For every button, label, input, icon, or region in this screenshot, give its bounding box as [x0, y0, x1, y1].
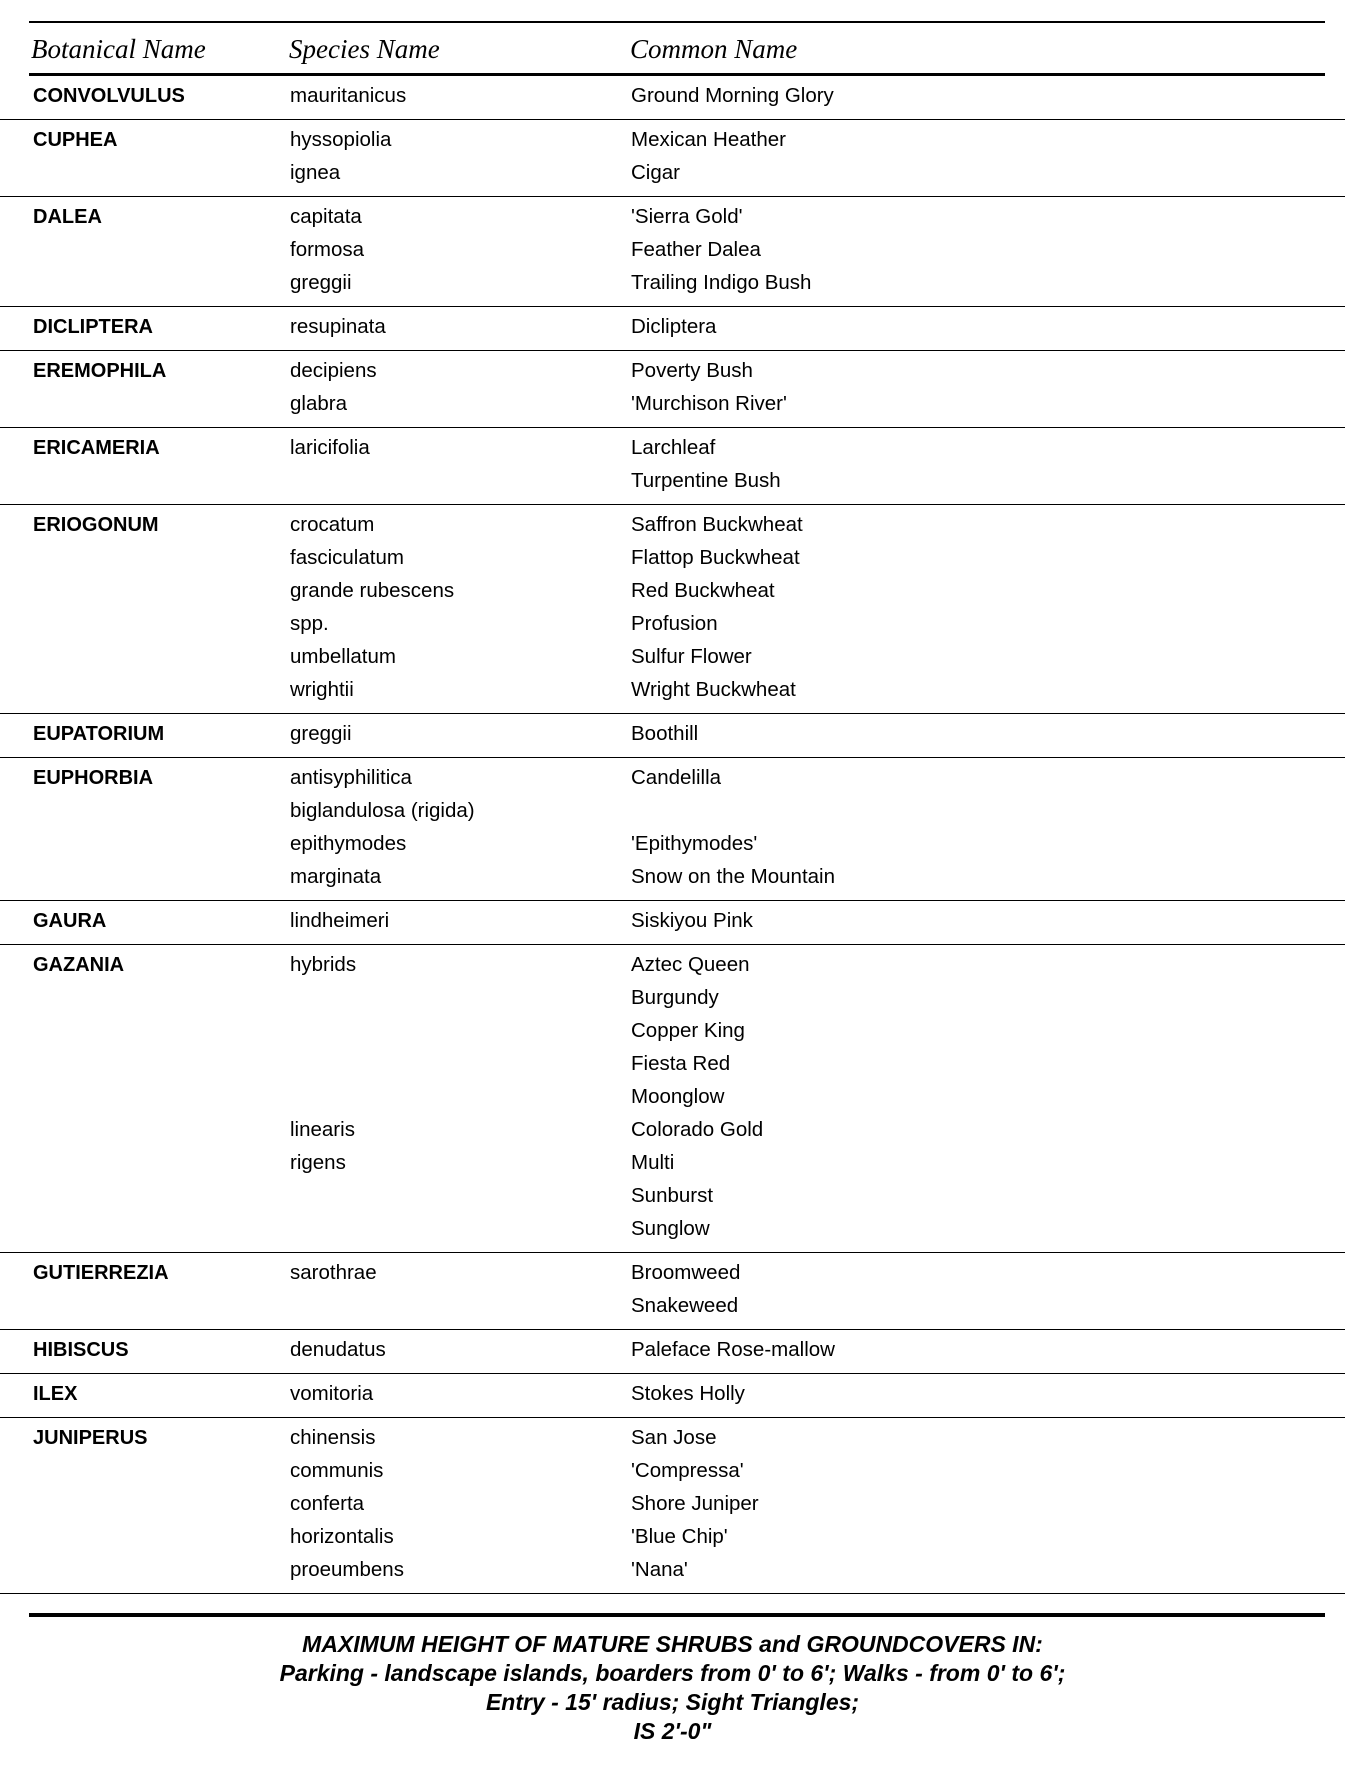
species-name: umbellatum — [290, 645, 396, 668]
species-name: proeumbens — [290, 1558, 404, 1581]
common-name: Poverty Bush — [631, 359, 753, 382]
common-name: Aztec Queen — [631, 953, 750, 976]
table-row — [0, 356, 1345, 389]
genus-group — [0, 714, 1345, 758]
common-name: Profusion — [631, 612, 718, 635]
common-name: Colorado Gold — [631, 1118, 764, 1141]
species-name: lindheimeri — [290, 909, 390, 932]
common-name: 'Murchison River' — [631, 392, 787, 415]
species-name: formosa — [290, 238, 365, 261]
species-name: rigens — [290, 1151, 346, 1174]
table-row — [0, 675, 1345, 708]
species-name: crocatum — [290, 513, 375, 536]
genus-name: ERIOGONUM — [33, 514, 159, 536]
header-species-name: Species Name — [289, 34, 440, 64]
table-row — [0, 235, 1345, 268]
table-row — [0, 1016, 1345, 1049]
table-row — [0, 312, 1345, 345]
genus-name: EUPATORIUM — [33, 723, 165, 745]
table-row — [0, 510, 1345, 543]
table-row — [0, 642, 1345, 675]
table-row — [0, 906, 1345, 939]
table-row — [0, 1489, 1345, 1522]
common-name: Multi — [631, 1151, 675, 1174]
species-name: glabra — [290, 392, 347, 415]
common-name: Sunglow — [631, 1217, 710, 1240]
genus-name: GUTIERREZIA — [33, 1262, 169, 1284]
footer-line-2: Parking - landscape islands, boarders from 0' to 6'; Walks - from 0' to 6'; — [279, 1660, 1066, 1686]
genus-group — [0, 1418, 1345, 1594]
table-row — [0, 81, 1345, 114]
genus-group — [0, 76, 1345, 120]
species-name: greggii — [290, 271, 352, 294]
species-name: communis — [290, 1459, 384, 1482]
table-row — [0, 1049, 1345, 1082]
footer-line-3: Entry - 15' radius; Sight Triangles; — [485, 1689, 860, 1715]
common-name: 'Nana' — [631, 1558, 688, 1581]
genus-name: JUNIPERUS — [33, 1427, 148, 1449]
table-row — [0, 433, 1345, 466]
genus-name: ILEX — [33, 1383, 78, 1405]
common-name: 'Blue Chip' — [631, 1525, 728, 1548]
header-common-name: Common Name — [630, 34, 798, 64]
species-name: denudatus — [290, 1338, 386, 1361]
common-name: Copper King — [631, 1019, 745, 1042]
species-name: biglandulosa (rigida) — [290, 799, 475, 822]
common-name: Burgundy — [631, 986, 719, 1009]
table-row — [0, 1555, 1345, 1588]
species-name: resupinata — [290, 315, 386, 338]
table-row — [0, 1258, 1345, 1291]
plant-table — [0, 76, 1345, 1594]
footer-line-1: MAXIMUM HEIGHT OF MATURE SHRUBS and GROUNDCOVERS IN: — [302, 1631, 1043, 1657]
common-name: 'Compressa' — [631, 1459, 744, 1482]
table-row — [0, 829, 1345, 862]
species-name: antisyphilitica — [290, 766, 412, 789]
common-name: Shore Juniper — [631, 1492, 759, 1515]
genus-name: GAURA — [33, 910, 107, 932]
genus-name: GAZANIA — [33, 954, 125, 976]
species-name: hybrids — [290, 953, 357, 976]
table-header — [0, 24, 1345, 72]
table-row — [0, 1423, 1345, 1456]
table-row — [0, 576, 1345, 609]
genus-group — [0, 197, 1345, 307]
common-name: San Jose — [631, 1426, 717, 1449]
genus-group — [0, 901, 1345, 945]
table-row — [0, 1115, 1345, 1148]
species-name: horizontalis — [290, 1525, 394, 1548]
common-name: Sulfur Flower — [631, 645, 752, 668]
table-row — [0, 1522, 1345, 1555]
common-name: Ground Morning Glory — [631, 84, 834, 107]
footer-rule — [29, 1613, 1325, 1617]
species-name: sarothrae — [290, 1261, 377, 1284]
genus-group — [0, 307, 1345, 351]
species-name: fasciculatum — [290, 546, 404, 569]
common-name: Feather Dalea — [631, 238, 761, 261]
common-name: 'Sierra Gold' — [631, 205, 743, 228]
table-row — [0, 1335, 1345, 1368]
species-name: spp. — [290, 612, 329, 635]
common-name: Paleface Rose-mallow — [631, 1338, 835, 1361]
table-row — [0, 389, 1345, 422]
common-name: Fiesta Red — [631, 1052, 731, 1075]
genus-name: DICLIPTERA — [33, 316, 153, 338]
table-row — [0, 1291, 1345, 1324]
genus-name: DALEA — [33, 206, 102, 228]
common-name: Turpentine Bush — [631, 469, 781, 492]
table-row — [0, 1181, 1345, 1214]
species-name: marginata — [290, 865, 382, 888]
genus-group — [0, 1330, 1345, 1374]
common-name: 'Epithymodes' — [631, 832, 758, 855]
species-name: mauritanicus — [290, 84, 407, 107]
genus-group — [0, 1374, 1345, 1418]
common-name: Siskiyou Pink — [631, 909, 753, 932]
species-name: vomitoria — [290, 1382, 374, 1405]
genus-name: EUPHORBIA — [33, 767, 154, 789]
common-name: Trailing Indigo Bush — [631, 271, 812, 294]
common-name: Red Buckwheat — [631, 579, 775, 602]
table-row — [0, 202, 1345, 235]
common-name: Boothill — [631, 722, 699, 745]
common-name: Cigar — [631, 161, 680, 184]
genus-group — [0, 120, 1345, 197]
table-row — [0, 609, 1345, 642]
header-botanical-name: Botanical Name — [31, 34, 206, 64]
common-name: Snow on the Mountain — [631, 865, 835, 888]
species-name: laricifolia — [290, 436, 370, 459]
top-rule — [29, 21, 1325, 23]
table-row — [0, 268, 1345, 301]
genus-name: CUPHEA — [33, 129, 118, 151]
table-row — [0, 983, 1345, 1016]
genus-group — [0, 758, 1345, 901]
table-row — [0, 125, 1345, 158]
genus-name: HIBISCUS — [33, 1339, 129, 1361]
genus-name: EREMOPHILA — [33, 360, 167, 382]
table-row — [0, 862, 1345, 895]
common-name: Flattop Buckwheat — [631, 546, 800, 569]
table-row — [0, 1148, 1345, 1181]
genus-group — [0, 505, 1345, 714]
species-name: hyssopiolia — [290, 128, 392, 151]
common-name: Sunburst — [631, 1184, 714, 1207]
species-name: decipiens — [290, 359, 377, 382]
species-name: grande rubescens — [290, 579, 455, 602]
species-name: epithymodes — [290, 832, 407, 855]
species-name: linearis — [290, 1118, 355, 1141]
species-name: capitata — [290, 205, 362, 228]
table-row — [0, 950, 1345, 983]
genus-group — [0, 945, 1345, 1253]
genus-name: ERICAMERIA — [33, 437, 160, 459]
common-name: Mexican Heather — [631, 128, 786, 151]
table-row — [0, 158, 1345, 191]
species-name: ignea — [290, 161, 341, 184]
table-row — [0, 719, 1345, 752]
species-name: wrightii — [290, 678, 354, 701]
common-name: Saffron Buckwheat — [631, 513, 803, 536]
common-name: Candelilla — [631, 766, 722, 789]
table-row — [0, 1214, 1345, 1247]
genus-name: CONVOLVULUS — [33, 85, 185, 107]
common-name: Broomweed — [631, 1261, 741, 1284]
table-row — [0, 543, 1345, 576]
table-row — [0, 466, 1345, 499]
genus-group — [0, 351, 1345, 428]
table-row — [0, 1379, 1345, 1412]
genus-group — [0, 1253, 1345, 1330]
species-name: chinensis — [290, 1426, 376, 1449]
species-name: greggii — [290, 722, 352, 745]
species-name: conferta — [290, 1492, 365, 1515]
common-name: Wright Buckwheat — [631, 678, 796, 701]
table-row — [0, 763, 1345, 796]
common-name: Dicliptera — [631, 315, 717, 338]
table-row — [0, 796, 1345, 829]
common-name: Snakeweed — [631, 1294, 739, 1317]
common-name: Stokes Holly — [631, 1382, 745, 1405]
footer-line-4: IS 2'-0" — [633, 1718, 712, 1744]
footer-note — [0, 1630, 1345, 1746]
table-row — [0, 1082, 1345, 1115]
genus-group — [0, 428, 1345, 505]
table-row — [0, 1456, 1345, 1489]
common-name: Larchleaf — [631, 436, 716, 459]
common-name: Moonglow — [631, 1085, 725, 1108]
